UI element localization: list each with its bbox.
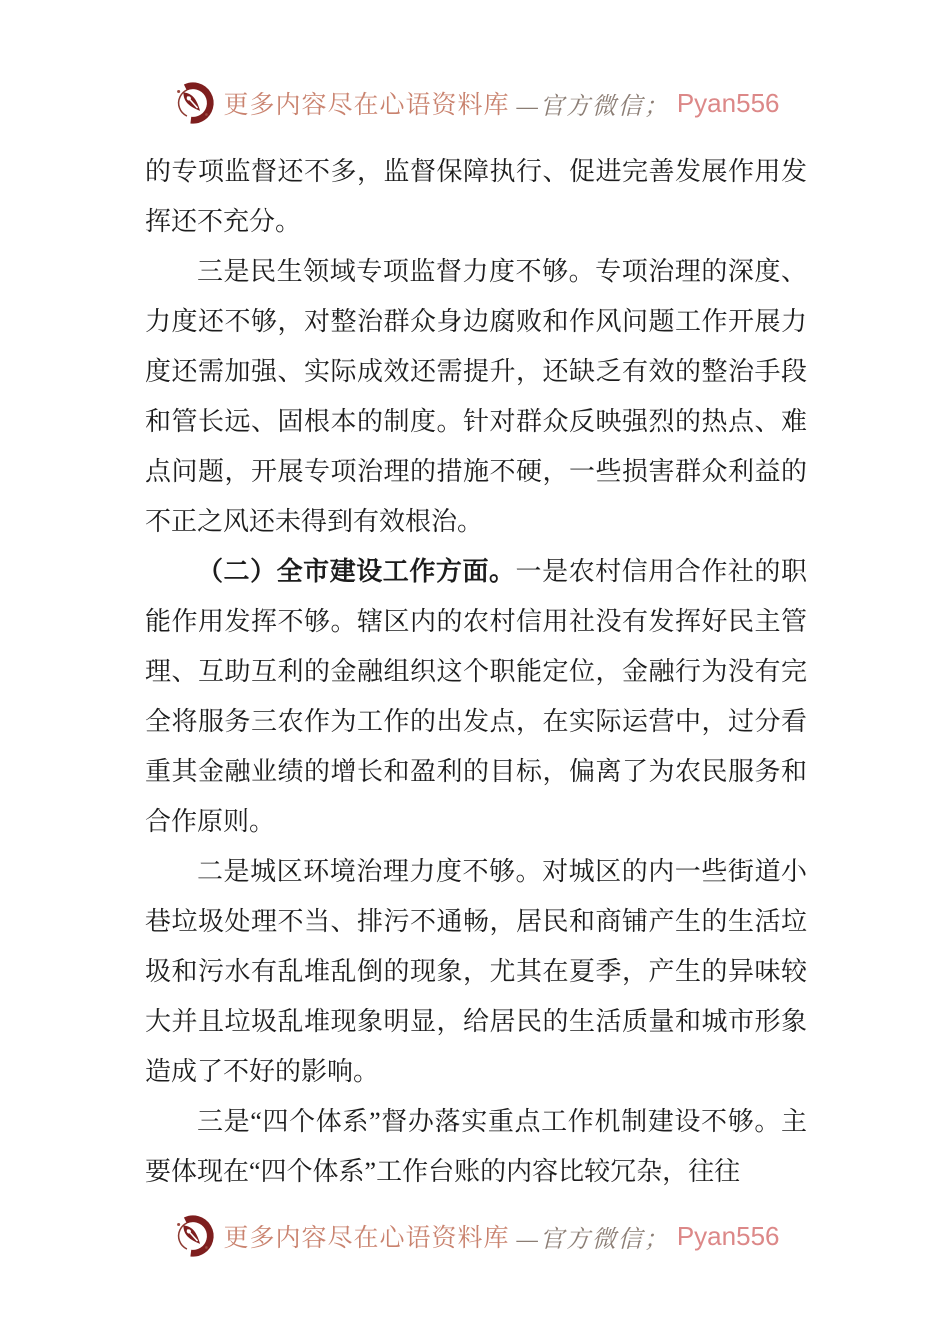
watermark-text: 更多内容尽在心语资料库 xyxy=(223,1225,510,1252)
pen-in-circle-logo-icon xyxy=(170,1212,216,1260)
paragraph-heading-run: （二）全市建设工作方面。 xyxy=(197,557,516,586)
paragraph xyxy=(145,547,807,847)
watermark-wechat-label: —官方微信； xyxy=(516,1226,670,1253)
watermark-wechat-id: Pyan556 xyxy=(676,87,780,118)
paragraph xyxy=(145,1097,807,1197)
document-body xyxy=(145,147,807,1197)
watermark-wechat-id: Pyan556 xyxy=(676,1220,780,1251)
paragraph-text-run: 三是民生领域专项监督力度不够。专项治理的深度、力度还不够，对整治群众身边腐败和作风问题工作开展力度还需加强、实际成效还需提升，还缺乏有效的整治手段和管长远、固根本的制度。针对群众反映强烈的热点、难点问题，开展专项治理的措施不硬，一些损害群众利益的不正之风还未得到有效根治。 xyxy=(145,257,807,536)
paragraph xyxy=(145,147,807,247)
watermark-wechat-label: —官方微信； xyxy=(516,93,670,120)
watermark-footer xyxy=(0,1212,950,1260)
paragraph xyxy=(145,847,807,1097)
paragraph-text-run: 三是“四个体系”督办落实重点工作机制建设不够。主要体现在“四个体系”工作台账的内容比较冗杂，往往 xyxy=(145,1107,807,1186)
watermark-text: 更多内容尽在心语资料库 xyxy=(223,92,510,119)
watermark-header xyxy=(0,79,950,127)
paragraph-text-run: 一是农村信用合作社的职能作用发挥不够。辖区内的农村信用社没有发挥好民主管理、互助互利的金融组织这个职能定位，金融行为没有完全将服务三农作为工作的出发点，在实际运营中，过分看重其金融业绩的增长和盈利的目标，偏离了为农民服务和合作原则。 xyxy=(145,557,807,836)
paragraph-text-run: 的专项监督还不多，监督保障执行、促进完善发展作用发挥还不充分。 xyxy=(145,157,807,236)
paragraph xyxy=(145,247,807,547)
pen-in-circle-logo-icon xyxy=(170,79,216,127)
paragraph-text-run: 二是城区环境治理力度不够。对城区的内一些街道小巷垃圾处理不当、排污不通畅，居民和商铺产生的生活垃圾和污水有乱堆乱倒的现象，尤其在夏季，产生的异味较大并且垃圾乱堆现象明显，给居民的生活质量和城市形象造成了不好的影响。 xyxy=(145,857,807,1086)
